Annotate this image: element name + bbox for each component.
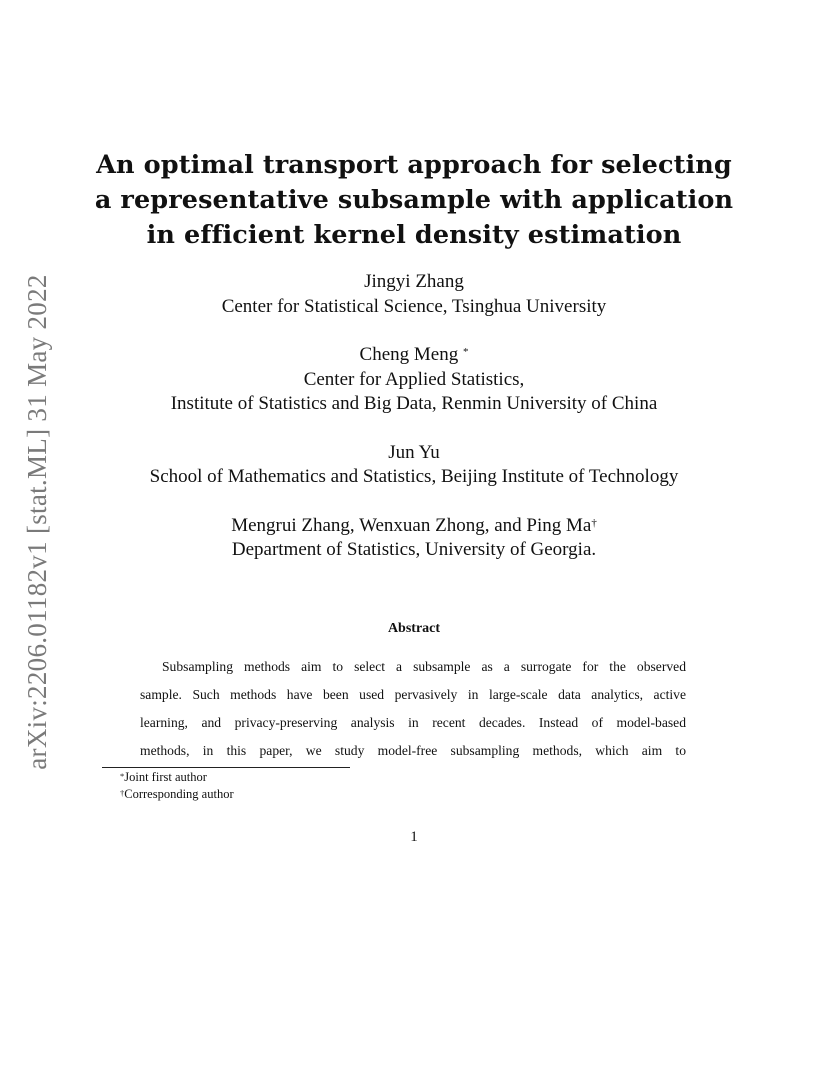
footnote: [120, 786, 234, 803]
author-affiliation: Institute of Statistics and Big Data, Renmin University of China: [170, 393, 658, 414]
paper-title: [80, 148, 748, 253]
author-block: [80, 514, 748, 563]
author-affiliation: Department of Statistics, University of Georgia.: [231, 539, 597, 560]
abstract-line: learning, and privacy-preserving analysis in recent decades. Instead of model-based: [140, 715, 686, 730]
footnote-divider: [102, 767, 350, 768]
author-list: [80, 270, 748, 563]
abstract-line: Subsampling methods aim to select a subsample as a surrogate for the observed: [162, 659, 686, 674]
abstract-line: sample. Such methods have been used pervasively in large-scale data analytics, active: [140, 687, 686, 702]
author-name: Cheng Meng *: [359, 344, 469, 365]
author-affiliation: Center for Applied Statistics,: [303, 368, 525, 390]
arxiv-identifier-stamp: arXiv:2206.01182v1 [stat.ML] 31 May 2022: [22, 274, 52, 770]
abstract-body: [140, 653, 686, 765]
footnote-mark: *: [462, 346, 469, 358]
footnote-mark: †: [120, 788, 125, 798]
footnotes: [120, 769, 234, 803]
title-line: a representative subsample with application: [94, 185, 734, 215]
page-number: 1: [410, 829, 418, 845]
author-name: Mengrui Zhang, Wenxuan Zhong, and Ping Ma†: [231, 514, 597, 536]
footnote: [120, 769, 234, 786]
footnote-mark: *: [120, 771, 125, 781]
author-affiliation: Center for Statistical Science, Tsinghua University: [221, 295, 607, 317]
author-name: Jingyi Zhang: [364, 271, 464, 292]
title-line: in efficient kernel density estimation: [146, 220, 682, 250]
author-block: [80, 441, 748, 490]
author-affiliation: School of Mathematics and Statistics, Beijing Institute of Technology: [149, 466, 679, 487]
author-name: Jun Yu: [388, 441, 440, 463]
title-line: An optimal transport approach for selecting: [96, 150, 732, 180]
footnote-text: Corresponding author: [124, 787, 234, 801]
footnote-mark: †: [591, 516, 597, 529]
abstract-line: methods, in this paper, we study model-free subsampling methods, which aim to: [140, 743, 686, 758]
author-block: [80, 270, 748, 319]
author-block: [80, 343, 748, 417]
footnote-text: Joint first author: [124, 770, 207, 784]
abstract-heading: Abstract: [387, 621, 441, 636]
